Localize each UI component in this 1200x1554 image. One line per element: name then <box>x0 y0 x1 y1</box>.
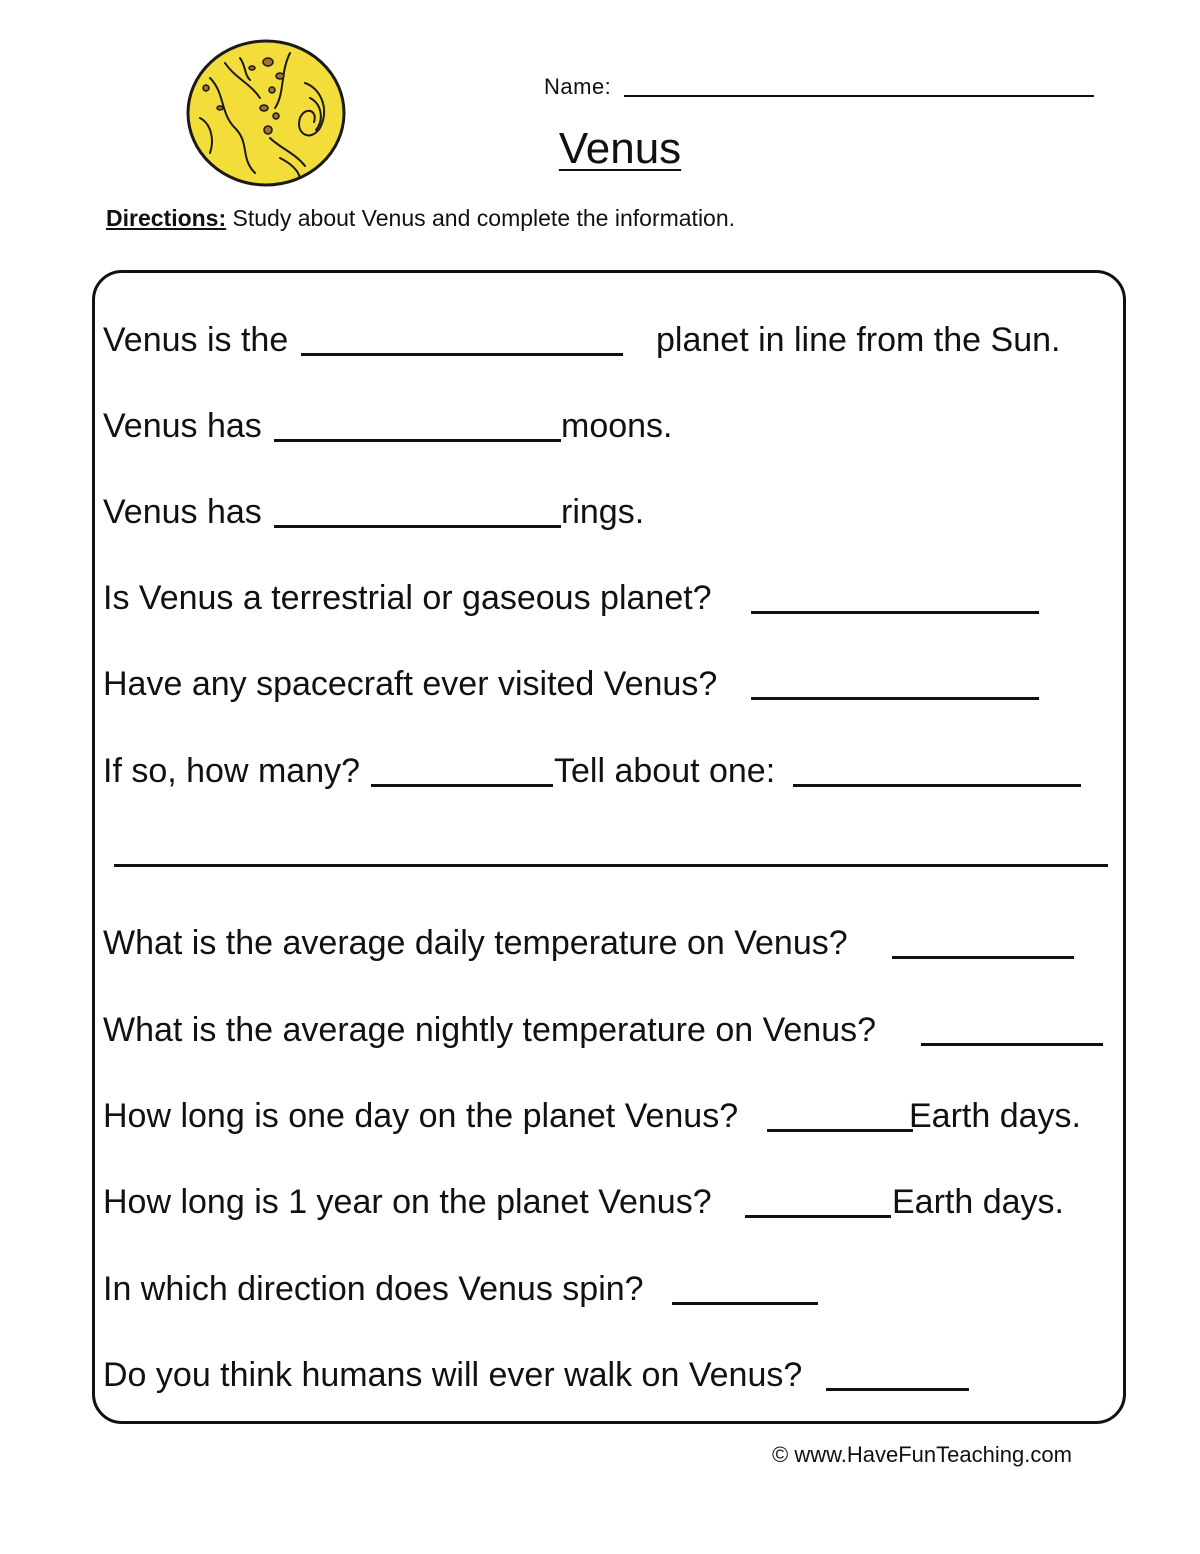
question-5 <box>103 664 1103 704</box>
question-3 <box>103 492 1103 532</box>
directions-label: Directions: <box>106 205 227 231</box>
answer-line-full[interactable] <box>114 864 1108 867</box>
question-10 <box>103 1182 1103 1222</box>
answer-blank-description[interactable] <box>793 784 1081 787</box>
directions <box>106 205 735 232</box>
question-text-after: Earth days. <box>892 1183 1064 1221</box>
question-text: Venus has <box>103 407 262 445</box>
answer-blank-count[interactable] <box>371 784 553 787</box>
question-text: How long is 1 year on the planet Venus? <box>103 1183 712 1221</box>
question-1 <box>103 320 1103 360</box>
answer-blank[interactable] <box>751 611 1039 614</box>
answer-blank[interactable] <box>751 697 1039 700</box>
question-text: Venus is the <box>103 321 289 359</box>
question-9 <box>103 1096 1103 1136</box>
question-text: Have any spacecraft ever visited Venus? <box>103 665 718 703</box>
question-2 <box>103 406 1103 446</box>
directions-text: Study about Venus and complete the information. <box>226 205 736 231</box>
answer-blank[interactable] <box>274 439 561 442</box>
question-12 <box>103 1355 1103 1395</box>
question-text: How long is one day on the planet Venus? <box>103 1097 739 1135</box>
question-8 <box>103 1010 1103 1050</box>
question-text-after: rings. <box>561 493 645 531</box>
question-text: If so, how many? <box>103 752 361 790</box>
question-text: What is the average daily temperature on Venus? <box>103 924 848 962</box>
question-text-after: Earth days. <box>909 1097 1081 1135</box>
question-text-middle: Tell about one: <box>554 752 776 790</box>
name-field[interactable] <box>624 95 1094 97</box>
answer-blank[interactable] <box>274 525 561 528</box>
question-6 <box>103 751 1103 791</box>
answer-blank[interactable] <box>767 1129 913 1132</box>
question-7 <box>103 923 1103 963</box>
answer-blank[interactable] <box>672 1302 818 1305</box>
name-row <box>544 72 1100 102</box>
question-text: Venus has <box>103 493 262 531</box>
answer-blank[interactable] <box>892 956 1074 959</box>
answer-blank[interactable] <box>301 353 623 356</box>
page-title: Venus <box>558 124 682 173</box>
answer-blank[interactable] <box>745 1215 891 1218</box>
question-4 <box>103 578 1103 618</box>
question-text-after: planet in line from the Sun. <box>656 321 1061 359</box>
answer-blank[interactable] <box>921 1043 1103 1046</box>
question-11 <box>103 1269 1103 1309</box>
copyright-text: © www.HaveFunTeaching.com <box>772 1442 1072 1467</box>
answer-blank[interactable] <box>826 1388 969 1391</box>
question-text: In which direction does Venus spin? <box>103 1270 644 1308</box>
question-text: What is the average nightly temperature on Venus? <box>103 1011 877 1049</box>
question-text: Do you think humans will ever walk on Venus? <box>103 1356 803 1394</box>
name-label: Name: <box>544 74 612 99</box>
question-text: Is Venus a terrestrial or gaseous planet? <box>103 579 712 617</box>
question-text-after: moons. <box>561 407 673 445</box>
venus-planet-icon <box>180 38 352 188</box>
